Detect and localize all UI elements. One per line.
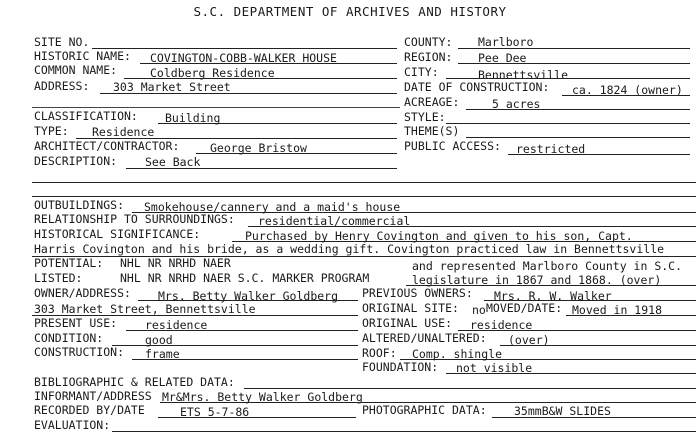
common-name-label: COMMON NAME: (34, 63, 118, 77)
county-value: Marlboro (478, 35, 534, 49)
informant-value: Mr&Mrs. Betty Walker Goldberg (162, 390, 363, 404)
public-access-label: PUBLIC ACCESS: (404, 139, 501, 153)
classification-value: Building (165, 111, 221, 125)
significance-line-4: legislature in 1867 and 1868. (over) (412, 273, 662, 287)
foundation-label: FOUNDATION: (362, 360, 439, 374)
acreage-line (466, 109, 690, 110)
photographic-value: 35mmB&W SLIDES (514, 404, 611, 418)
theme-line (466, 137, 690, 138)
owner-address: 303 Market Street, Bennettsville (34, 302, 256, 316)
common-name-value: Coldberg Residence (150, 66, 275, 80)
architect-label: ARCHITECT/CONTRACTOR: (34, 139, 180, 153)
acreage-value: 5 acres (492, 97, 541, 111)
roof-label: ROOF: (362, 346, 397, 360)
present-use-line (126, 330, 358, 331)
relationship-line (248, 226, 696, 227)
owner-label: OWNER/ADDRESS: (34, 286, 131, 300)
photographic-line (492, 417, 696, 418)
construction-label: CONSTRUCTION: (34, 345, 125, 359)
outbuildings-value: Smokehouse/cannery and a maid's house (144, 200, 401, 214)
public-access-value: restricted (516, 142, 586, 156)
left-separator-1 (32, 107, 400, 108)
original-use-value: residence (470, 318, 533, 332)
potential-label: POTENTIAL: (34, 256, 104, 270)
bibliographic-line (244, 388, 696, 389)
style-line (446, 123, 690, 124)
architect-line (196, 153, 397, 154)
city-line (446, 78, 690, 79)
condition-line (112, 345, 358, 346)
region-line (458, 63, 690, 64)
date-construction-value: ca. 1824 (owner) (572, 83, 683, 97)
classification-label: CLASSIFICATION: (34, 109, 138, 123)
public-access-line (508, 154, 690, 155)
address-label: ADDRESS: (34, 79, 90, 93)
type-label: TYPE: (34, 124, 69, 138)
style-label: STYLE: (404, 110, 446, 124)
owner-value: Mrs. Betty Walker Goldberg (158, 289, 339, 303)
original-use-line (458, 330, 696, 331)
blank-line-2 (32, 196, 696, 197)
condition-value: good (145, 333, 173, 347)
original-site-label: ORIGINAL SITE: (362, 301, 459, 315)
listed-options: NHL NR NRHD NAER S.C. MARKER PROGRAM (120, 271, 370, 285)
description-label: DESCRIPTION: (34, 154, 118, 168)
region-label: REGION: (404, 50, 453, 64)
significance-line-2: Harris Covington and his bride, as a wedding gift. Covington practiced law in Bennettsville (34, 242, 665, 256)
present-use-value: residence (145, 318, 208, 332)
date-construction-label: DATE OF CONSTRUCTION: (404, 80, 550, 94)
classification-line (158, 123, 397, 124)
common-name-line (124, 78, 397, 79)
architect-value: George Bristow (210, 141, 307, 155)
potential-options: NHL NR NRHD NAER (120, 256, 231, 270)
evaluation-label: EVALUATION: (34, 418, 111, 432)
moved-date-value: Moved in 1918 (572, 303, 663, 317)
form-title: S.C. DEPARTMENT OF ARCHIVES AND HISTORY (193, 4, 507, 19)
original-use-label: ORIGINAL USE: (362, 316, 453, 330)
relationship-label: RELATIONSHIP TO SURROUNDINGS: (34, 212, 235, 226)
previous-owners-label: PREVIOUS OWNERS: (362, 286, 473, 300)
altered-value: (over) (508, 333, 550, 347)
address-line (100, 93, 397, 94)
date-construction-line (562, 95, 690, 96)
historic-name-value: COVINGTON-COBB-WALKER HOUSE (150, 51, 337, 65)
significance-line-3: and represented Marlboro County in S.C. (412, 259, 683, 273)
county-line (458, 48, 690, 49)
moved-date-label: MOVED/DATE: (486, 301, 563, 315)
construction-line (132, 359, 358, 360)
roof-line (400, 359, 696, 360)
foundation-value: not visible (456, 361, 533, 375)
altered-label: ALTERED/UNALTERED: (362, 331, 487, 345)
bibliographic-label: BIBLIOGRAPHIC & RELATED DATA: (34, 375, 235, 389)
region-value: Pee Dee (478, 51, 527, 65)
condition-label: CONDITION: (34, 331, 104, 345)
address-value: 303 Market Street (113, 80, 231, 94)
significance-label: HISTORICAL SIGNIFICANCE: (34, 227, 201, 241)
acreage-label: ACREAGE: (404, 95, 460, 109)
recorded-value: ETS 5-7-86 (180, 405, 250, 419)
construction-value: frame (145, 347, 180, 361)
description-line (126, 168, 397, 169)
type-value: Residence (92, 125, 155, 139)
outbuildings-label: OUTBUILDINGS: (34, 198, 125, 212)
historic-name-label: HISTORIC NAME: (34, 49, 131, 63)
theme-label: THEME(S) (404, 124, 460, 138)
previous-owners-value: Mrs. R. W. Walker (494, 289, 612, 303)
listed-label: LISTED: (34, 271, 83, 285)
roof-value: Comp. shingle (412, 347, 503, 361)
informant-label: INFORMANT/ADDRESS (34, 389, 152, 403)
foundation-line (446, 373, 696, 374)
moved-date-line (566, 315, 696, 316)
evaluation-line (112, 431, 696, 432)
present-use-label: PRESENT USE: (34, 316, 118, 330)
significance-line-1: Purchased by Henry Covington and given to his son, Capt. (245, 229, 633, 243)
blank-line-1 (32, 182, 696, 183)
historic-name-line (140, 63, 397, 64)
city-value: Bennettsville (478, 68, 569, 82)
city-label: CITY: (404, 65, 439, 79)
owner-line (138, 300, 358, 301)
original-site-value: no (472, 303, 486, 317)
site-no-label: SITE NO. (34, 35, 90, 49)
recorded-label: RECORDED BY/DATE (34, 403, 145, 417)
relationship-value: residential/commercial (258, 214, 411, 228)
description-value: See Back (145, 155, 201, 169)
photographic-label: PHOTOGRAPHIC DATA: (362, 403, 487, 417)
recorded-line (158, 417, 356, 418)
site-no-line (92, 48, 397, 49)
altered-line (500, 345, 696, 346)
county-label: COUNTY: (404, 35, 453, 49)
